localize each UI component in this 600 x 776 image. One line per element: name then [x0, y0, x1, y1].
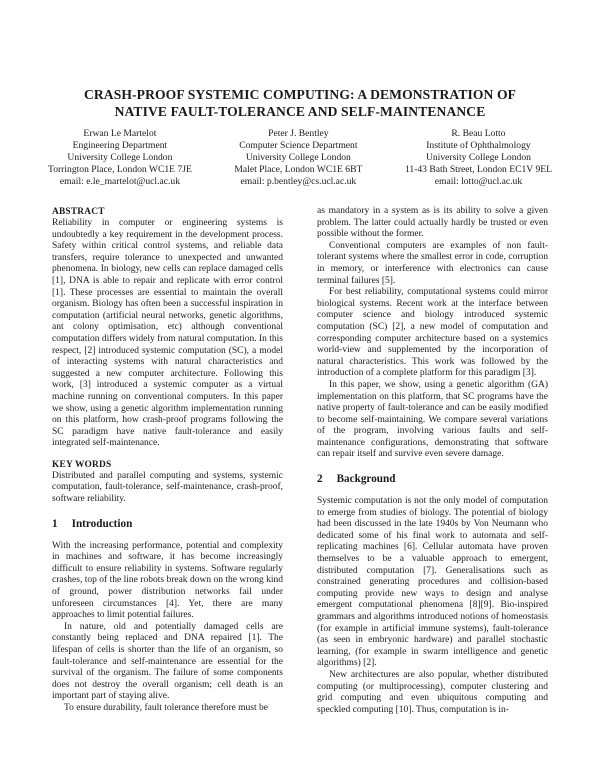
author-addr: Torrington Place, London WC1E 7JE	[48, 164, 192, 175]
author-dept: Institute of Ophthalmology	[426, 140, 531, 151]
abstract-heading: ABSTRACT	[52, 207, 105, 217]
intro-paragraph: Conventional computers are examples of non fault-tolerant systems where the smallest error in code, corruption in memory, or interference with electronics can cause terminal failures [5].	[317, 240, 548, 286]
intro-paragraph: as mandatory in a system as is its ability to solve a given problem. The latter could actually hardly be trusted or even possible without the former.	[317, 206, 548, 240]
author-dept: Computer Science Department	[239, 140, 358, 151]
author-addr: Malet Place, London WC1E 6BT	[234, 164, 363, 175]
section-number: 1	[52, 517, 58, 530]
author-2	[234, 128, 362, 188]
keywords-text: Distributed and parallel computing and systems, systemic computation, fault-tolerance, self-maintenance, crash-proof, software reliability.	[52, 470, 283, 505]
intro-paragraph: To ensure durability, fault tolerance therefore must be	[64, 702, 268, 713]
right-column	[317, 206, 548, 716]
author-inst: University College London	[245, 152, 351, 163]
paper-title	[40, 86, 560, 120]
title-line-1: CRASH-PROOF SYSTEMIC COMPUTING: A DEMONSTRATION OF	[83, 87, 517, 102]
keywords-heading: KEY WORDS	[52, 459, 112, 470]
author-inst: University College London	[67, 152, 173, 163]
title-line-2: NATIVE FAULT-TOLERANCE AND SELF-MAINTENANCE	[114, 104, 486, 119]
author-name: Peter J. Bentley	[268, 128, 329, 139]
section-1-heading	[52, 517, 283, 531]
abstract-text: Reliability in computer or engineering systems is undoubtedly a key requirement in the development process. Safety within critical control systems, and reliable data transfers, require tolerance to unexpected and unwanted phenomena. In biology, new cells can replace damaged cells [1], DNA is able to repair and replicate with error control [1]. These processes are essential to maintain the overall organism. Biology has often been a successful inspiration in computation (artificial neural networks, genetic algorithms, ant colony optimisation, etc) although conventional computation differs widely from natural computation. In this respect, [2] introduced systemic computation (SC), a model of interacting systems with natural characteristics and suggested a new computer architecture. Following this work, [3] introduced a systemic computer as a virtual machine running on conventional computers. In this paper we show, using a genetic algorithm implementation running on this platform, how crash-proof programs following the SC paradigm have native fault-tolerance and easily integrated self-maintenance.	[52, 218, 283, 449]
section-title: Background	[336, 473, 396, 486]
section-number: 2	[317, 473, 323, 486]
intro-paragraph: In this paper, we show, using a genetic algorithm (GA) implementation on this platform, that SC programs have the native property of fault-tolerance and can be easily modified to become self-maintaining. We compare several variations of the program, involving various faults and self-maintenance configurations, demonstrating that software can repair itself and survive even severe damage.	[317, 379, 548, 460]
author-email: email: p.bentley@cs.ucl.ac.uk	[240, 176, 357, 187]
author-addr: 11-43 Bath Street, London EC1V 9EL	[404, 164, 552, 175]
left-column	[52, 206, 283, 715]
section-2-heading	[317, 472, 548, 486]
background-paragraph: New architectures are also popular, whether distributed computing (or multiprocessing), computer clustering and grid computing and even ubiquitous computing and speckled computing [10]. Thus, computation is in-	[317, 669, 548, 715]
intro-paragraph: With the increasing performance, potential and complexity in machines and software, it has become increasingly difficult to ensure reliability in systems. Software regularly crashes, top of the line robots break down on the wrong kind of ground, power distribution networks fail under unforeseen circumstances [4]. Yet, there are many approaches to limit potential failures.	[52, 540, 283, 621]
author-inst: University College London	[425, 152, 531, 163]
section-title: Introduction	[71, 517, 133, 530]
author-email: email: e.le_martelot@ucl.ac.uk	[59, 176, 181, 187]
background-paragraph: Systemic computation is not the only model of computation to emerge from studies of biology. The potential of biology had been discussed in the late 1940s by Von Neumann who dedicated some of his final work to automata and self-replicating machines [6]. Cellular automata have proven themselves to be a valuable approach to emergent, distributed computation [7]. Generalisations such as constrained generating procedures and collision-based computing provide new ways to design and analyse emergent computational phenomena [8][9]. Bio-inspired grammars and algorithms introduced notions of homeostasis (for example in artificial immune systems), fault-tolerance (as seen in embryonic hardware) and parallel stochastic learning, (for example in swarm intelligence and genetic algorithms) [2].	[317, 496, 548, 669]
author-name: R. Beau Lotto	[451, 128, 506, 139]
author-3	[405, 128, 552, 188]
intro-paragraph: For best reliability, computational systems could mirror biological systems. Recent work at the interface between computer science and biology introduced systemic computation (SC) [2], a new model of computation and corresponding computer architecture based on a systemics world-view and supplemented by the incorporation of natural characteristics. This work was followed by the introduction of a complete platform for this paradigm [3].	[317, 287, 548, 379]
author-1	[48, 128, 192, 188]
author-dept: Engineering Department	[72, 140, 168, 151]
author-email: email: lotto@ucl.ac.uk	[434, 176, 523, 187]
author-name: Erwan Le Martelot	[83, 128, 157, 139]
intro-paragraph: In nature, old and potentially damaged cells are constantly being replaced and DNA repaired [1]. The lifespan of cells is shorter than the life of an organism, so fault-tolerance and self-maintenance are essential for the survival of the organism. The failure of some components does not destroy the overall organism; cell death is an important part of staying alive.	[52, 621, 283, 702]
author-block	[48, 128, 552, 188]
